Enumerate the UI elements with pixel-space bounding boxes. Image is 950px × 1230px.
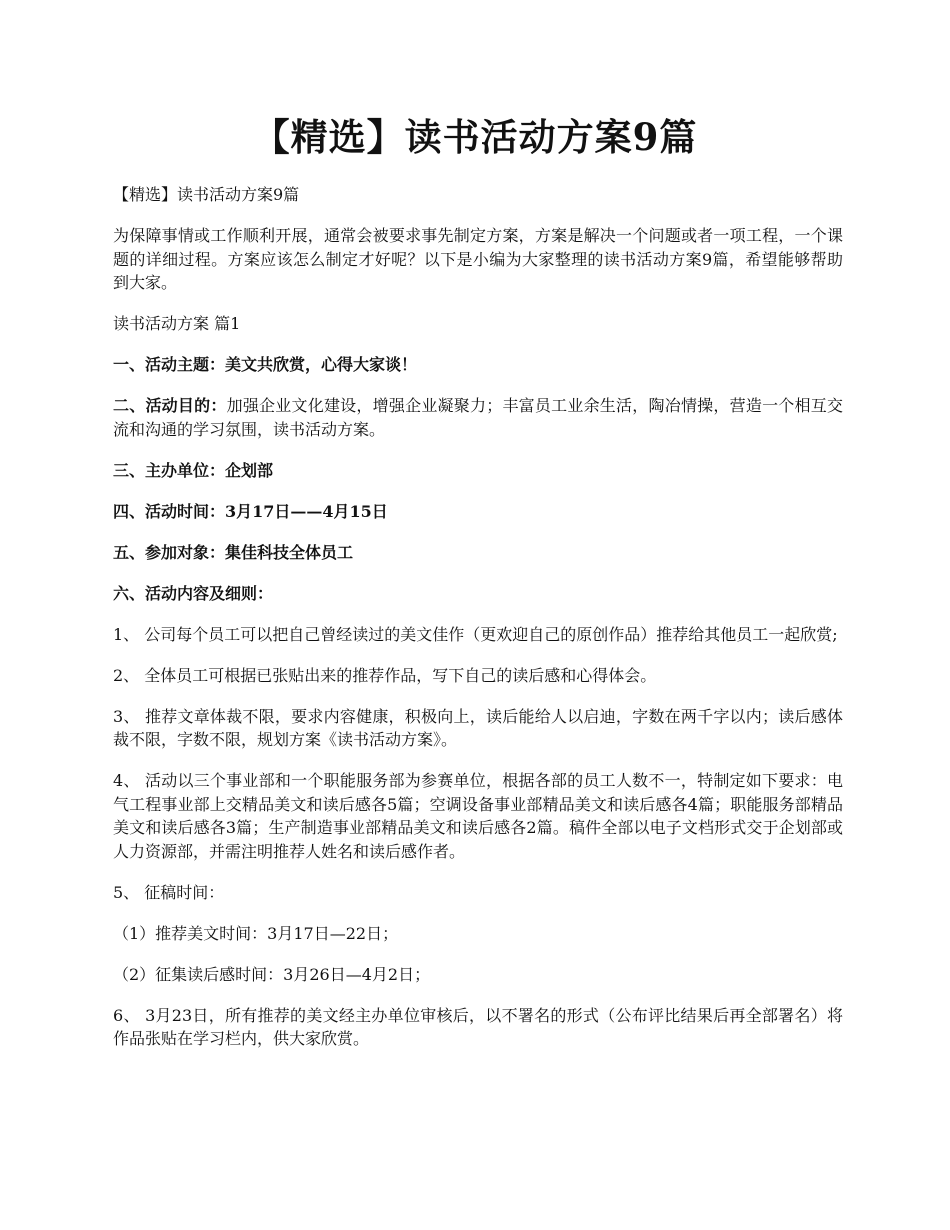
activity-participants: 五、参加对象：集佳科技全体员工 bbox=[113, 542, 354, 562]
activity-organizer: 三、主办单位：企划部 bbox=[113, 460, 274, 480]
rule-item: 3、 推荐文章体裁不限，要求内容健康，积极向上，读后能给人以启迪，字数在两千字以内；读后感体裁不限，字数不限，规划方案《读书活动方案》。 bbox=[113, 706, 843, 749]
activity-purpose bbox=[113, 394, 843, 441]
rule-item: 2、 全体员工可根据已张贴出来的推荐作品，写下自己的读后感和心得体会。 bbox=[113, 665, 657, 685]
rule-item: 5、 征稿时间： bbox=[113, 882, 225, 902]
rule-item: 4、 活动以三个事业部和一个职能服务部为参赛单位，根据各部的员工人数不一，特制定如下要求：电气工程事业部上交精品美文和读后感各5篇；空调设备事业部精品美文和读后感各4篇；职能服务部精品美文和读后感各3篇；生产制造事业部精品美文和读后感各2篇。稿件全部以电子文档形式交于企划部或人力资源部，并需注明推荐人姓名和读后感作者。 bbox=[113, 771, 843, 861]
rule-item: 1、 公司每个员工可以把自己曾经读过的美文佳作（更欢迎自己的原创作品）推荐给其他员工一起欣赏; bbox=[113, 624, 838, 644]
section-heading: 读书活动方案 篇1 bbox=[113, 314, 241, 333]
document-body bbox=[113, 183, 843, 1068]
activity-time: 四、活动时间：3月17日——4月15日 bbox=[113, 501, 388, 521]
rule-subitem: （2）征集读后感时间：3月26日—4月2日； bbox=[113, 964, 431, 984]
document-title: 【精选】读书活动方案9篇 bbox=[252, 115, 698, 159]
activity-theme: 一、活动主题：美文共欣赏，心得大家谈！ bbox=[113, 355, 418, 374]
activity-purpose-text: 加强企业文化建设，增强企业凝聚力；丰富员工业余生活，陶冶情操，营造一个相互交流和沟通的学习氛围，读书活动方案。 bbox=[113, 396, 843, 439]
activity-content-heading: 六、活动内容及细则： bbox=[113, 583, 274, 603]
activity-purpose-label: 二、活动目的： bbox=[113, 396, 227, 415]
intro-paragraph: 为保障事情或工作顺利开展，通常会被要求事先制定方案，方案是解决一个问题或者一项工程，一个课题的详细过程。方案应该怎么制定才好呢？以下是小编为大家整理的读书活动方案9篇，希望能够帮助到大家。 bbox=[113, 226, 843, 292]
rule-subitem: （1）推荐美文时间：3月17日—22日； bbox=[113, 923, 399, 943]
rule-item: 6、 3月23日，所有推荐的美文经主办单位审核后，以不署名的形式（公布评比结果后再全部署名）将作品张贴在学习栏内，供大家欣赏。 bbox=[113, 1005, 843, 1048]
document-subtitle: 【精选】读书活动方案9篇 bbox=[113, 185, 300, 204]
